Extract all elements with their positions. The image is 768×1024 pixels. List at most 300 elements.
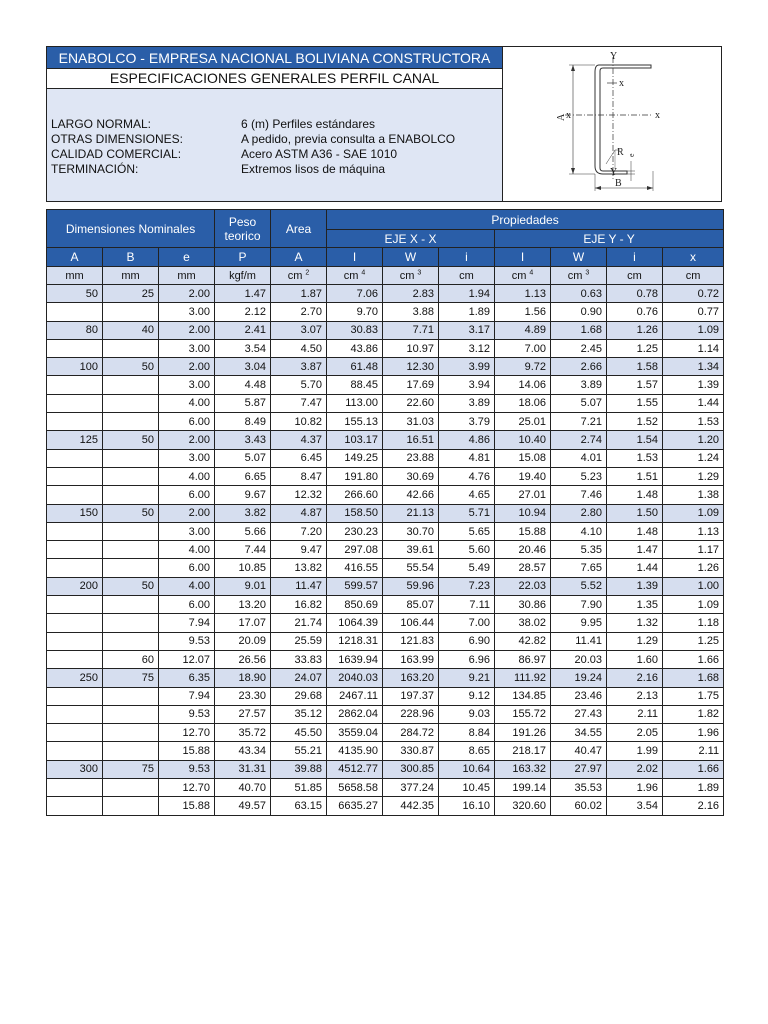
table-cell: 0.72 xyxy=(663,285,724,303)
table-cell: 297.08 xyxy=(327,541,383,559)
table-cell: 5.87 xyxy=(215,394,271,412)
table-cell: 1.25 xyxy=(607,339,663,357)
table-cell: 1.53 xyxy=(607,449,663,467)
table-cell: 14.06 xyxy=(495,376,551,394)
table-cell xyxy=(47,614,103,632)
table-cell: 1.47 xyxy=(607,541,663,559)
table-cell: 1.48 xyxy=(607,522,663,540)
table-cell: 284.72 xyxy=(383,724,439,742)
table-cell: 80 xyxy=(47,321,103,339)
table-cell: 7.94 xyxy=(159,614,215,632)
unit-row xyxy=(47,267,724,285)
spec-value: Acero ASTM A36 - SAE 1010 xyxy=(241,147,398,161)
table-cell: 191.80 xyxy=(327,467,383,485)
table-row xyxy=(47,632,724,650)
table-cell: 7.21 xyxy=(551,413,607,431)
table-cell: 7.46 xyxy=(551,486,607,504)
table-cell: 155.72 xyxy=(495,705,551,723)
table-cell: 1.29 xyxy=(607,632,663,650)
table-cell xyxy=(47,596,103,614)
table-cell: 24.07 xyxy=(271,669,327,687)
table-cell xyxy=(103,413,159,431)
table-row xyxy=(47,431,724,449)
table-cell: 2.11 xyxy=(663,742,724,760)
table-cell: 5.35 xyxy=(551,541,607,559)
table-cell: 10.45 xyxy=(439,779,495,797)
column-symbol: A xyxy=(271,248,327,267)
table-cell: 330.87 xyxy=(383,742,439,760)
column-unit xyxy=(607,267,663,285)
table-cell: 27.01 xyxy=(495,486,551,504)
table-cell: 300.85 xyxy=(383,760,439,778)
table-cell: 442.35 xyxy=(383,797,439,815)
table-cell: 6.96 xyxy=(439,650,495,668)
table-cell xyxy=(47,376,103,394)
table-cell: 149.25 xyxy=(327,449,383,467)
table-cell: 2.13 xyxy=(607,687,663,705)
table-cell: 35.12 xyxy=(271,705,327,723)
table-cell: 7.11 xyxy=(439,596,495,614)
table-cell: 1.47 xyxy=(215,285,271,303)
table-row xyxy=(47,724,724,742)
table-cell: 13.82 xyxy=(271,559,327,577)
table-cell: 10.94 xyxy=(495,504,551,522)
table-cell: 50 xyxy=(103,577,159,595)
table-cell: 2.70 xyxy=(271,303,327,321)
spec-label: TERMINACIÓN: xyxy=(51,162,139,176)
table-cell: 320.60 xyxy=(495,797,551,815)
table-cell: 10.82 xyxy=(271,413,327,431)
a-dimension-label: A xyxy=(556,113,567,121)
table-cell: 4.01 xyxy=(551,449,607,467)
table-cell xyxy=(103,394,159,412)
table-cell: 230.23 xyxy=(327,522,383,540)
table-cell: 7.47 xyxy=(271,394,327,412)
table-cell: 2040.03 xyxy=(327,669,383,687)
column-unit xyxy=(47,267,103,285)
table-body xyxy=(47,285,724,816)
table-cell: 3.00 xyxy=(159,303,215,321)
table-cell: 163.99 xyxy=(383,650,439,668)
table-row xyxy=(47,742,724,760)
table-cell: 5.07 xyxy=(215,449,271,467)
table-row xyxy=(47,285,724,303)
table-cell: 4.86 xyxy=(439,431,495,449)
table-cell: 0.78 xyxy=(607,285,663,303)
table-cell: 40.47 xyxy=(551,742,607,760)
table-cell: 9.03 xyxy=(439,705,495,723)
table-cell: 19.40 xyxy=(495,467,551,485)
table-cell: 3.87 xyxy=(271,358,327,376)
spec-row xyxy=(51,147,455,162)
table-cell: 25.59 xyxy=(271,632,327,650)
table-cell: 7.71 xyxy=(383,321,439,339)
table-cell: 4512.77 xyxy=(327,760,383,778)
symbol-row xyxy=(47,248,724,267)
table-cell: 4.48 xyxy=(215,376,271,394)
table-cell: 1.17 xyxy=(663,541,724,559)
table-cell: 42.66 xyxy=(383,486,439,504)
table-cell xyxy=(103,742,159,760)
column-unit xyxy=(271,267,327,285)
table-cell: 4.89 xyxy=(495,321,551,339)
table-cell: 228.96 xyxy=(383,705,439,723)
unit-base: cm xyxy=(399,269,415,282)
table-cell: 85.07 xyxy=(383,596,439,614)
x-right-label: x xyxy=(655,110,660,121)
table-cell: 163.20 xyxy=(383,669,439,687)
table-cell: 2.12 xyxy=(215,303,271,321)
r-radius-label: R xyxy=(617,147,624,158)
table-cell: 4.00 xyxy=(159,394,215,412)
table-cell: 3.17 xyxy=(439,321,495,339)
table-cell: 3.12 xyxy=(439,339,495,357)
table-cell: 199.14 xyxy=(495,779,551,797)
table-cell: 19.24 xyxy=(551,669,607,687)
table-cell xyxy=(103,467,159,485)
table-cell: 3.54 xyxy=(607,797,663,815)
table-cell: 75 xyxy=(103,669,159,687)
table-cell: 1.58 xyxy=(607,358,663,376)
column-unit xyxy=(103,267,159,285)
header-eje-y: EJE Y - Y xyxy=(495,230,724,248)
table-cell xyxy=(103,687,159,705)
y-bottom-label: Y xyxy=(610,167,618,178)
table-cell xyxy=(47,413,103,431)
table-cell: 1.13 xyxy=(495,285,551,303)
column-symbol: P xyxy=(215,248,271,267)
column-unit xyxy=(495,267,551,285)
column-symbol: i xyxy=(607,248,663,267)
table-cell: 63.15 xyxy=(271,797,327,815)
table-cell: 10.64 xyxy=(439,760,495,778)
column-unit xyxy=(551,267,607,285)
table-cell: 18.06 xyxy=(495,394,551,412)
table-row xyxy=(47,669,724,687)
table-cell: 7.00 xyxy=(439,614,495,632)
table-cell: 1.99 xyxy=(607,742,663,760)
table-cell: 12.32 xyxy=(271,486,327,504)
table-cell: 1.25 xyxy=(663,632,724,650)
table-cell: 4.00 xyxy=(159,541,215,559)
spec-value: Extremos lisos de máquina xyxy=(241,162,386,176)
table-cell: 1.66 xyxy=(663,760,724,778)
table-cell: 2.02 xyxy=(607,760,663,778)
table-cell: 1.18 xyxy=(663,614,724,632)
table-row xyxy=(47,303,724,321)
spec-label: CALIDAD COMERCIAL: xyxy=(51,147,182,161)
table-cell: 1.35 xyxy=(607,596,663,614)
table-cell: 1.57 xyxy=(607,376,663,394)
table-cell xyxy=(103,541,159,559)
table-cell: 30.70 xyxy=(383,522,439,540)
table-cell: 250 xyxy=(47,669,103,687)
table-cell: 3.00 xyxy=(159,522,215,540)
table-cell xyxy=(103,339,159,357)
table-cell xyxy=(47,797,103,815)
table-cell: 11.47 xyxy=(271,577,327,595)
table-cell: 30.69 xyxy=(383,467,439,485)
table-cell: 27.43 xyxy=(551,705,607,723)
table-cell: 3.89 xyxy=(439,394,495,412)
table-cell: 1.09 xyxy=(663,321,724,339)
table-cell: 1.55 xyxy=(607,394,663,412)
table-cell: 43.86 xyxy=(327,339,383,357)
table-cell: 100 xyxy=(47,358,103,376)
table-cell: 3.00 xyxy=(159,449,215,467)
unit-base: cm xyxy=(459,269,474,282)
table-cell: 1.66 xyxy=(663,650,724,668)
table-cell: 61.48 xyxy=(327,358,383,376)
table-cell: 6.00 xyxy=(159,413,215,431)
table-cell xyxy=(103,559,159,577)
table-cell: 39.88 xyxy=(271,760,327,778)
table-cell: 3.94 xyxy=(439,376,495,394)
table-cell: 31.03 xyxy=(383,413,439,431)
table-cell: 5.65 xyxy=(439,522,495,540)
spec-row xyxy=(51,132,455,147)
table-cell: 158.50 xyxy=(327,504,383,522)
table-cell xyxy=(103,797,159,815)
unit-base: mm xyxy=(65,269,84,282)
table-cell: 0.63 xyxy=(551,285,607,303)
table-cell: 300 xyxy=(47,760,103,778)
table-cell: 1.51 xyxy=(607,467,663,485)
table-row xyxy=(47,541,724,559)
table-cell: 4135.90 xyxy=(327,742,383,760)
table-cell: 33.83 xyxy=(271,650,327,668)
table-row xyxy=(47,394,724,412)
table-cell xyxy=(103,724,159,742)
table-cell: 1639.94 xyxy=(327,650,383,668)
table-cell: 0.90 xyxy=(551,303,607,321)
table-cell: 106.44 xyxy=(383,614,439,632)
table-cell: 6.00 xyxy=(159,596,215,614)
unit-exponent: 4 xyxy=(529,268,534,276)
table-cell: 9.95 xyxy=(551,614,607,632)
table-cell: 155.13 xyxy=(327,413,383,431)
table-cell: 5.70 xyxy=(271,376,327,394)
table-row xyxy=(47,522,724,540)
unit-exponent: 3 xyxy=(417,268,422,276)
table-cell: 55.21 xyxy=(271,742,327,760)
table-cell: 22.60 xyxy=(383,394,439,412)
table-cell: 15.88 xyxy=(159,742,215,760)
column-symbol: x xyxy=(663,248,724,267)
column-symbol: W xyxy=(383,248,439,267)
table-cell: 0.77 xyxy=(663,303,724,321)
column-unit xyxy=(327,267,383,285)
table-cell: 7.00 xyxy=(495,339,551,357)
table-cell: 2467.11 xyxy=(327,687,383,705)
table-cell: 9.67 xyxy=(215,486,271,504)
table-cell: 2.00 xyxy=(159,321,215,339)
table-cell: 2.74 xyxy=(551,431,607,449)
table-cell: 1.54 xyxy=(607,431,663,449)
table-cell: 1.44 xyxy=(663,394,724,412)
table-cell: 10.85 xyxy=(215,559,271,577)
table-cell: 12.07 xyxy=(159,650,215,668)
table-cell: 6.65 xyxy=(215,467,271,485)
table-cell: 23.46 xyxy=(551,687,607,705)
table-cell: 17.69 xyxy=(383,376,439,394)
table-cell: 10.97 xyxy=(383,339,439,357)
spec-row xyxy=(51,162,455,177)
table-cell: 2.11 xyxy=(607,705,663,723)
column-symbol: I xyxy=(495,248,551,267)
unit-exponent: 4 xyxy=(361,268,366,276)
table-cell: 1.14 xyxy=(663,339,724,357)
table-cell: 27.97 xyxy=(551,760,607,778)
table-row xyxy=(47,339,724,357)
unit-base: cm xyxy=(567,269,583,282)
column-symbol: i xyxy=(439,248,495,267)
table-cell: 1.09 xyxy=(663,504,724,522)
table-cell xyxy=(103,486,159,504)
table-cell: 9.21 xyxy=(439,669,495,687)
unit-base: mm xyxy=(121,269,140,282)
table-cell xyxy=(103,705,159,723)
spec-list xyxy=(51,117,455,177)
table-cell: 12.30 xyxy=(383,358,439,376)
table-cell: 5658.58 xyxy=(327,779,383,797)
table-cell: 50 xyxy=(103,431,159,449)
table-cell: 3.89 xyxy=(551,376,607,394)
table-cell: 1.94 xyxy=(439,285,495,303)
table-cell: 1.96 xyxy=(663,724,724,742)
table-cell: 6.45 xyxy=(271,449,327,467)
table-cell: 8.84 xyxy=(439,724,495,742)
table-cell: 40.70 xyxy=(215,779,271,797)
table-cell: 23.88 xyxy=(383,449,439,467)
table-row xyxy=(47,577,724,595)
unit-exponent: 3 xyxy=(585,268,590,276)
channel-profile-diagram xyxy=(503,47,721,201)
table-row xyxy=(47,687,724,705)
table-cell xyxy=(47,724,103,742)
table-cell: 191.26 xyxy=(495,724,551,742)
table-cell xyxy=(47,742,103,760)
column-unit xyxy=(383,267,439,285)
table-cell: 1.82 xyxy=(663,705,724,723)
table-cell: 50 xyxy=(47,285,103,303)
table-cell: 103.17 xyxy=(327,431,383,449)
spec-label: LARGO NORMAL: xyxy=(51,117,152,131)
table-cell: 60 xyxy=(103,650,159,668)
table-cell: 1064.39 xyxy=(327,614,383,632)
table-cell: 1.20 xyxy=(663,431,724,449)
table-cell: 40 xyxy=(103,321,159,339)
table-cell: 5.49 xyxy=(439,559,495,577)
table-cell: 1218.31 xyxy=(327,632,383,650)
table-cell xyxy=(103,522,159,540)
table-cell: 15.88 xyxy=(159,797,215,815)
table-cell: 2.16 xyxy=(663,797,724,815)
table-cell: 35.53 xyxy=(551,779,607,797)
table-cell: 29.68 xyxy=(271,687,327,705)
table-cell: 2.05 xyxy=(607,724,663,742)
table-row xyxy=(47,705,724,723)
table-cell: 150 xyxy=(47,504,103,522)
spec-value: 6 (m) Perfiles estándares xyxy=(241,117,376,131)
table-cell: 17.07 xyxy=(215,614,271,632)
table-cell: 1.34 xyxy=(663,358,724,376)
table-cell: 8.65 xyxy=(439,742,495,760)
column-unit xyxy=(439,267,495,285)
table-cell xyxy=(47,449,103,467)
table-cell: 9.53 xyxy=(159,705,215,723)
table-cell: 13.20 xyxy=(215,596,271,614)
table-cell: 125 xyxy=(47,431,103,449)
table-row xyxy=(47,321,724,339)
table-cell: 377.24 xyxy=(383,779,439,797)
table-cell: 43.34 xyxy=(215,742,271,760)
table-cell: 121.83 xyxy=(383,632,439,650)
header-area: Area xyxy=(271,210,327,248)
table-cell: 1.89 xyxy=(439,303,495,321)
table-row xyxy=(47,650,724,668)
table-cell: 31.31 xyxy=(215,760,271,778)
document-subtitle: ESPECIFICACIONES GENERALES PERFIL CANAL xyxy=(47,69,502,89)
column-unit xyxy=(159,267,215,285)
table-cell: 1.75 xyxy=(663,687,724,705)
table-row xyxy=(47,559,724,577)
table-cell xyxy=(103,376,159,394)
table-row xyxy=(47,449,724,467)
table-cell: 0.76 xyxy=(607,303,663,321)
table-cell: 4.50 xyxy=(271,339,327,357)
table-cell: 2.00 xyxy=(159,431,215,449)
column-symbol: e xyxy=(159,248,215,267)
table-cell: 3559.04 xyxy=(327,724,383,742)
table-cell: 134.85 xyxy=(495,687,551,705)
unit-base: kgf/m xyxy=(229,269,256,282)
table-cell: 18.90 xyxy=(215,669,271,687)
table-cell xyxy=(47,559,103,577)
table-cell: 35.72 xyxy=(215,724,271,742)
table-cell: 21.74 xyxy=(271,614,327,632)
table-row xyxy=(47,596,724,614)
table-cell xyxy=(103,779,159,797)
table-cell: 3.99 xyxy=(439,358,495,376)
table-cell: 88.45 xyxy=(327,376,383,394)
table-cell xyxy=(103,449,159,467)
header-info xyxy=(47,47,503,201)
table-cell: 16.10 xyxy=(439,797,495,815)
column-symbol: A xyxy=(47,248,103,267)
table-cell: 200 xyxy=(47,577,103,595)
table-cell: 30.86 xyxy=(495,596,551,614)
table-cell: 7.94 xyxy=(159,687,215,705)
table-cell: 2.83 xyxy=(383,285,439,303)
table-cell: 4.10 xyxy=(551,522,607,540)
table-cell xyxy=(47,632,103,650)
table-cell: 2.45 xyxy=(551,339,607,357)
column-unit xyxy=(663,267,724,285)
table-cell: 1.87 xyxy=(271,285,327,303)
table-cell: 1.89 xyxy=(663,779,724,797)
company-title: ENABOLCO - EMPRESA NACIONAL BOLIVIANA CONSTRUCTORA xyxy=(47,47,502,69)
table-cell: 1.52 xyxy=(607,413,663,431)
table-cell: 9.01 xyxy=(215,577,271,595)
unit-base: cm xyxy=(627,269,642,282)
table-cell xyxy=(103,303,159,321)
table-cell: 25 xyxy=(103,285,159,303)
table-cell xyxy=(47,486,103,504)
spec-row xyxy=(51,117,455,132)
table-cell: 28.57 xyxy=(495,559,551,577)
table-cell: 50 xyxy=(103,358,159,376)
